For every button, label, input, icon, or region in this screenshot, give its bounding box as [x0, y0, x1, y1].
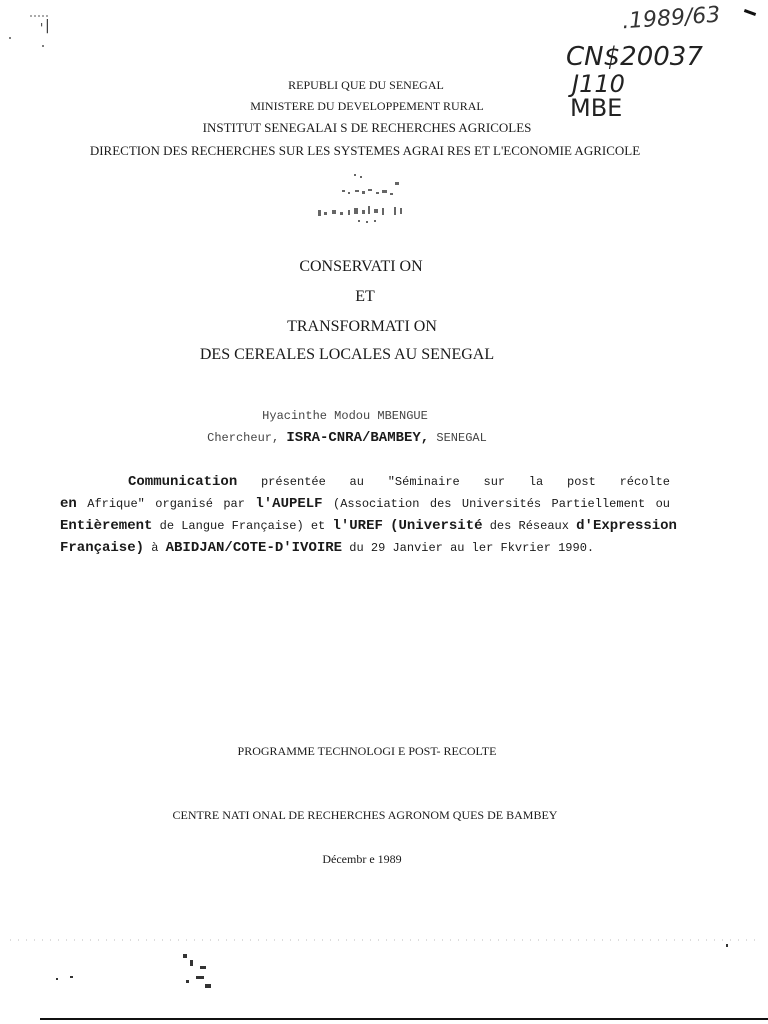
header-country: REPUBLI QUE DU SENEGAL: [288, 78, 444, 92]
seminar-dates: du 29 Janvier au ler Fkvrier 1990.: [349, 541, 595, 555]
communication-line-4: Française) à ABIDJAN/COTE-D'IVOIRE du 29 Janvier au ler Fkvrier 1990.: [60, 540, 595, 556]
programme-line: PROGRAMME TECHNOLOGI E POST- RECOLTE: [237, 744, 497, 758]
author-affiliation: ISRA-CNRA/BAMBEY,: [286, 430, 430, 446]
seminar-location: ABIDJAN/COTE-D'IVOIRE: [165, 540, 343, 556]
title-line-et: ET: [355, 288, 375, 305]
scan-marks-top-left: [0, 0, 60, 60]
communication-line-1: Communication présentée au "Séminaire sur la post récolte: [128, 474, 670, 490]
corner-dash-mark: [744, 9, 756, 16]
scan-marks-bottom: [0, 930, 768, 1024]
institute-logo-stamp: [310, 166, 410, 226]
document-date: Décembr e 1989: [322, 852, 402, 866]
svg-text:|: |: [45, 18, 50, 34]
handwritten-shelf-code: J110: [572, 70, 625, 98]
author-role: Chercheur,: [207, 431, 280, 445]
author-name: Hyacinthe Modou MBENGUE: [262, 409, 428, 423]
header-ministry: MINISTERE DU DEVELOPPEMENT RURAL: [250, 99, 484, 113]
communication-line-2: en Afrique" organisé par l'AUPELF (Association des Universités Partiellement ou: [60, 496, 671, 512]
header-direction: DIRECTION DES RECHERCHES SUR LES SYSTEMES AGRAI RES ET L'ECONOMIE AGRICOLE: [89, 143, 641, 158]
handwritten-reference: .1989/63: [621, 2, 722, 35]
header-institute: INSTITUT SENEGALAI S DE RECHERCHES AGRICOLES: [202, 120, 532, 135]
author-country: SENEGAL: [436, 431, 487, 445]
communication-word: Communication: [128, 474, 238, 490]
author-affiliation-line: [0, 430, 731, 446]
handwritten-author-code: MBE: [570, 94, 623, 122]
communication-line-3: Entièrement de Langue Française) et l'UREF (Université des Réseaux d'Expression: [60, 518, 677, 534]
communication-paragraph: [60, 471, 677, 559]
centre-line: CENTRE NATI ONAL DE RECHERCHES AGRONOM QUES DE BAMBEY: [172, 808, 558, 822]
title-line-conservation: CONSERVATI ON: [299, 258, 423, 275]
handwritten-call-number: CN$20037: [566, 42, 703, 72]
aupelf-acronym: l'AUPELF: [255, 496, 323, 512]
title-line-transformation: TRANSFORMATI ON: [287, 318, 437, 335]
svg-text:': ': [40, 21, 44, 35]
uref-acronym: l'UREF: [332, 518, 383, 534]
title-line-subject: DES CEREALES LOCALES AU SENEGAL: [199, 346, 495, 363]
